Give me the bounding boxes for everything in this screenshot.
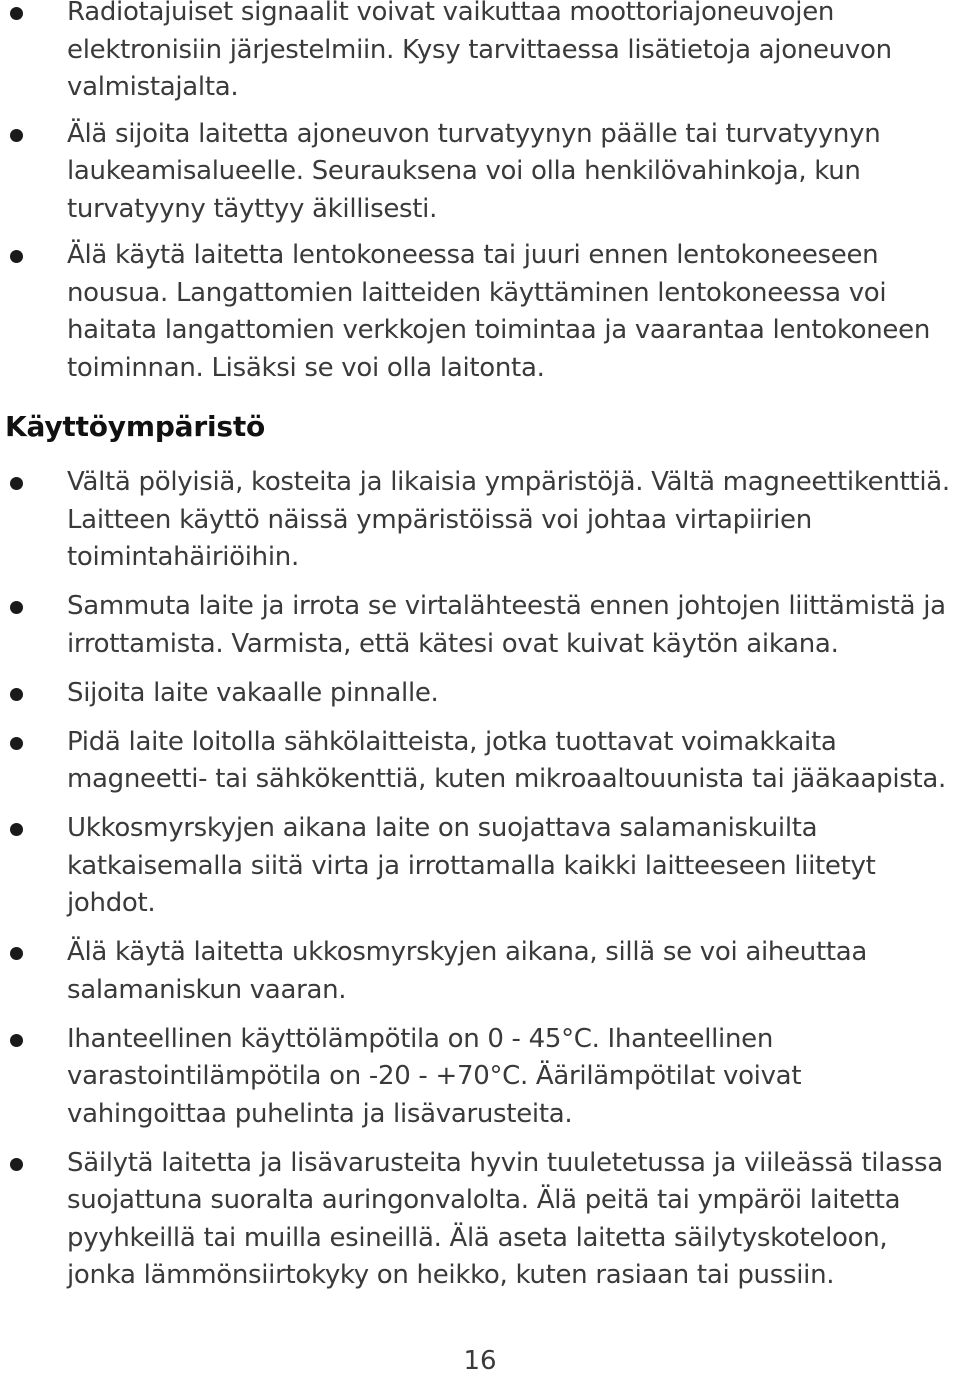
safety-bullet-list bbox=[0, 0, 960, 387]
environment-bullet-list bbox=[0, 464, 960, 1295]
bullet-icon bbox=[10, 823, 23, 836]
bullet-icon bbox=[10, 250, 23, 263]
list-item-text: Sijoita laite vakaalle pinnalle. bbox=[67, 677, 439, 708]
list-item-text: Säilytä laitetta ja lisävarusteita hyvin tuuletetussa ja viileässä tilassa suojattuna suoralta auringonvalolta. Älä peitä tai ympäröi laitetta pyyhkeillä tai muilla esineillä. Älä aseta laitetta säilytyskoteloon, jonka lämmönsiirtokyky on heikko, kuten rasiaan tai pussiin. bbox=[67, 1147, 943, 1290]
list-item bbox=[0, 1145, 960, 1295]
bullet-icon bbox=[10, 601, 23, 614]
bullet-icon bbox=[10, 737, 23, 750]
bullet-icon bbox=[10, 7, 23, 20]
bullet-icon bbox=[10, 477, 23, 490]
page-number: 16 bbox=[463, 1346, 497, 1376]
list-item bbox=[0, 588, 960, 663]
bullet-icon bbox=[10, 688, 23, 701]
list-item-text: Älä käytä laitetta lentokoneessa tai juuri ennen lentokoneeseen nousua. Langattomien laitteiden käyttäminen lentokoneessa voi haitata langattomien verkkojen toimintaa ja vaarantaa lentokoneen toiminnan. Lisäksi se voi olla laitonta. bbox=[67, 240, 931, 383]
list-item-text: Ukkosmyrskyjen aikana laite on suojattava salamaniskuilta katkaisemalla siitä virta ja irrottamalla kaikki laitteeseen liitetyt johdot. bbox=[67, 813, 876, 918]
list-item bbox=[0, 237, 960, 387]
section-heading: Käyttöympäristö bbox=[5, 410, 266, 443]
list-item-text: Sammuta laite ja irrota se virtalähteestä ennen johtojen liittämistä ja irrottamista. Varmista, että kätesi ovat kuivat käytön aikana. bbox=[67, 591, 946, 659]
bullet-icon bbox=[10, 1158, 23, 1171]
list-item-text: Radiotajuiset signaalit voivat vaikuttaa moottoriajoneuvojen elektronisiin järjestelmiin. Kysy tarvittaessa lisätietoja ajoneuvon valmistajalta. bbox=[67, 0, 892, 102]
bullet-icon bbox=[10, 1034, 23, 1047]
list-item bbox=[0, 810, 960, 923]
list-item-text: Älä käytä laitetta ukkosmyrskyjen aikana, sillä se voi aiheuttaa salamaniskun vaaran. bbox=[67, 937, 868, 1005]
list-item-text: Ihanteellinen käyttölämpötila on 0 - 45°C. Ihanteellinen varastointilämpötila on -20 - +70°C. Äärilämpötilat voivat vahingoittaa puhelinta ja lisävarusteita. bbox=[67, 1023, 802, 1129]
list-item bbox=[0, 1021, 960, 1134]
bullet-icon bbox=[10, 129, 23, 142]
list-item-text: Vältä pölyisiä, kosteita ja likaisia ympäristöjä. Vältä magneettikenttiä. Laitteen käyttö näissä ympäristöissä voi johtaa virtapiirien toimintahäiriöihin. bbox=[67, 467, 950, 572]
list-item bbox=[0, 0, 960, 107]
list-item bbox=[0, 934, 960, 1009]
list-item bbox=[0, 724, 960, 799]
list-item bbox=[0, 116, 960, 229]
list-item bbox=[0, 464, 960, 577]
list-item-text: Pidä laite loitolla sähkölaitteista, jotka tuottavat voimakkaita magneetti- tai sähkökenttiä, kuten mikroaaltouunista tai jääkaapista. bbox=[67, 726, 947, 794]
list-item-text: Älä sijoita laitetta ajoneuvon turvatyynyn päälle tai turvatyynyn laukeamisalueelle. Seurauksena voi olla henkilövahinkoja, kun turvatyyny täyttyy äkillisesti. bbox=[67, 118, 881, 224]
bullet-icon bbox=[10, 947, 23, 960]
list-item bbox=[0, 675, 960, 713]
